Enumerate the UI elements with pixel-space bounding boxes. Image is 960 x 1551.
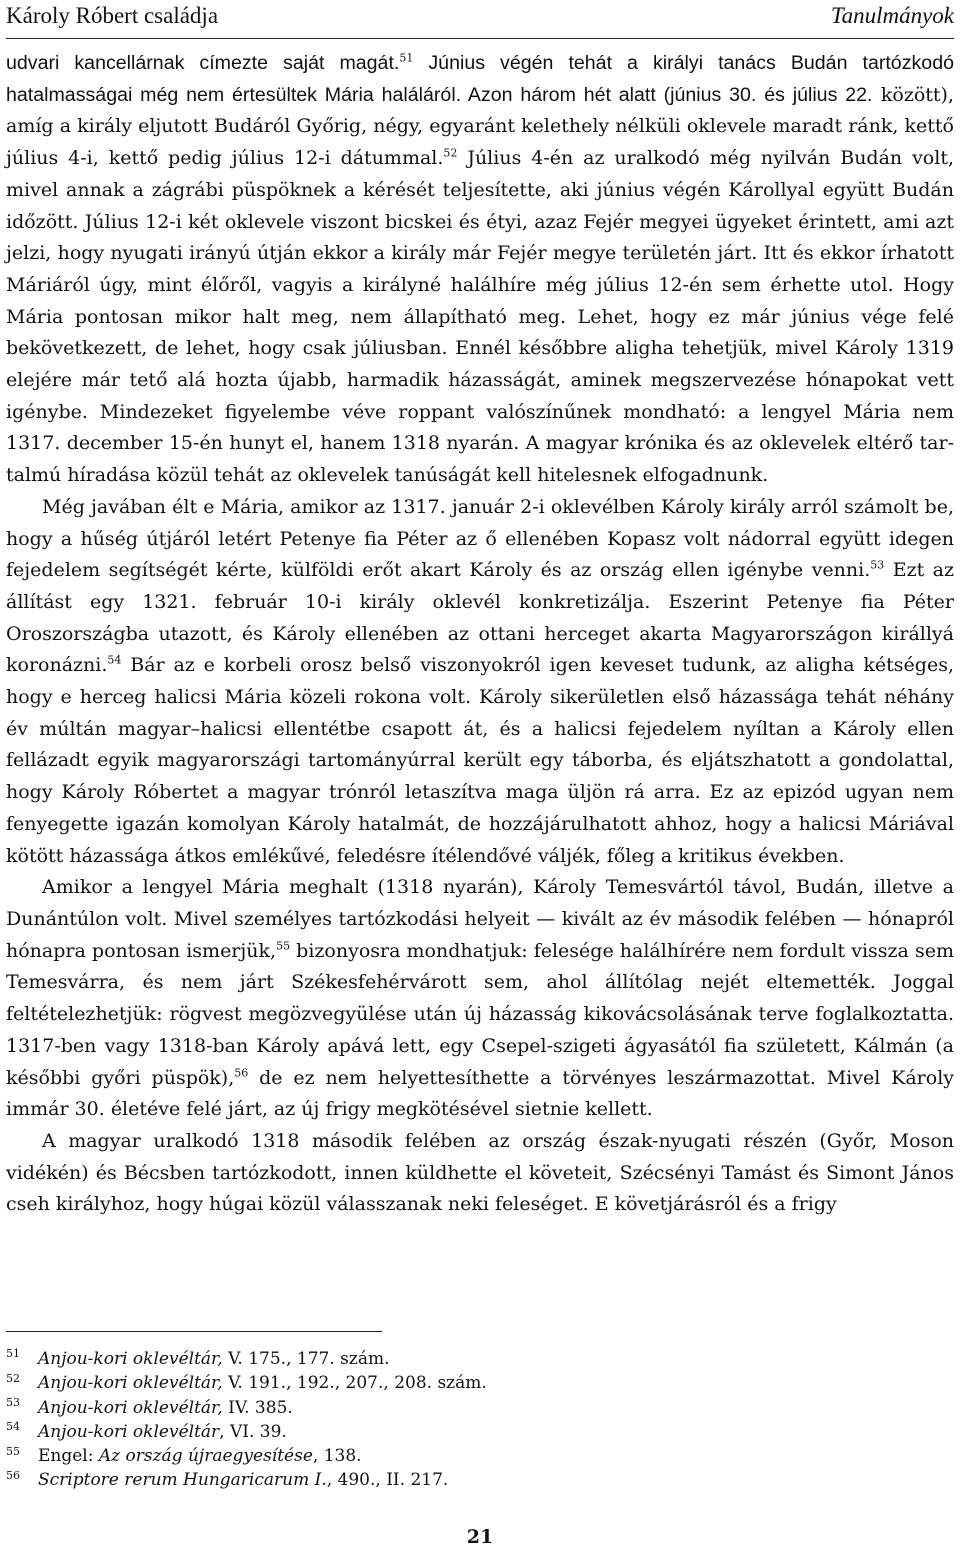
footnotes <box>6 1347 706 1493</box>
text-run: A magyar uralkodó 1318 második felében az ország észak-nyugati részén (Győr, Moson vidékén) és Bécsben tartózkodott, innen küldhette el követeit, Szécsényi Tamást és Simont János cseh királyhoz, hogy húgai közül válasszanak neki feleséget. E követjárásról és a frigy <box>6 1129 954 1216</box>
citation-text: , 138. <box>312 1446 362 1467</box>
footnote-ref[interactable]: 51 <box>399 51 414 65</box>
citation-title: Az ország újraegyesítése <box>98 1446 313 1467</box>
paragraph <box>6 48 954 492</box>
citation-title: Scriptore rerum Hungaricarum I. <box>38 1470 327 1491</box>
footnote-ref[interactable]: 56 <box>234 1066 249 1080</box>
text-run: Ezt az állítást egy 1321. február 10-i király oklevél konkretizálja. Eszerint Petenye fia Péter Oroszországba utazott, és Károly ellenében az ottani herceget akarta Magyarországon királlyá koronázni. <box>6 559 954 677</box>
citation-text: Engel: <box>38 1446 99 1467</box>
citation-text: IV. 385. <box>222 1397 293 1418</box>
citation-text: , 490., II. 217. <box>326 1470 449 1491</box>
footnote: 56 Scriptore rerum Hungaricarum I., 490., II. 217. <box>6 1468 449 1491</box>
text-run: Június végén tehát a királyi tanács Budán tartózkodó hatalmasságai még nem értesültek Mária haláláról. Azon három hét alatt (június 30. és július 22. <box>6 52 954 106</box>
footnote-ref[interactable]: 52 <box>443 146 458 160</box>
citation-title: Anjou-kori oklevéltár, <box>38 1349 223 1369</box>
header-title: Károly Róbert családja <box>6 3 219 28</box>
text-run: Július 4-én az uralkodó még nyilván Budán volt, mivel annak a zágrábi püspöknek a kérését teljesítette, aki június végén Károllyal együtt Budán időzött. Július 12-i két oklevele viszont bicskei és étyi, azaz Fejér megyei ügyeket érintett, ami azt jelzi, hogy nyugati irányú útján ekkor a király már Fejér megye területén járt. Itt és ekkor írhatott Máriáról úgy, mint élőről, vagyis a királyné halálhíre még július 12-én sem érhette utol. Hogy Mária pontosan mikor halt meg, nem állapítható meg. Lehet, hogy ez már június vége felé bekövetkezett, de lehet, hogy csak júliusban. Ennél későbbre aligha tehetjük, mivel Károly 1319 elejére már tető alá hozta újabb, harmadik házasságát, aminek megszervezése hónapokat vett igénybe. Mindezeket figyelembe véve roppant valószínűnek mondható: a lengyel Mária nem 1317. december 15-én hunyt el, hanem 1318 nyarán. A magyar krónika és az oklevelek eltérő tartalmú híradása közül tehát az oklevelek tanúságát kell hitelesnek elfogadnunk. <box>6 147 954 487</box>
paragraph <box>6 492 954 872</box>
footnote: 53 Anjou-kori oklevéltár, IV. 385. <box>6 1395 293 1418</box>
citation-text: V. 191., 192., 207., 208. szám. <box>222 1373 487 1394</box>
footnote: 54 Anjou-kori oklevéltár, VI. 39. <box>6 1420 287 1442</box>
footnote-ref[interactable]: 55 <box>276 939 291 953</box>
text-run: között), amíg a király eljutott Budáról Győrig, négy, egyaránt kelethely nélküli oklevele maradt ránk, kettő július 4-i, kettő pedig július 12-i dátummal. <box>6 83 954 170</box>
citation-title: Anjou-kori oklevéltár, <box>38 1373 223 1394</box>
running-header <box>6 0 954 39</box>
body-text <box>6 48 954 1221</box>
footnote: 51 Anjou-kori oklevéltár, V. 175., 177. szám. <box>6 1347 390 1369</box>
footnote: 55 Engel: Az ország újraegyesítése, 138. <box>6 1444 362 1467</box>
text-run: Még javában élt e Mária, amikor az 1317. január 2-i oklevélben Károly király arról számolt be, hogy a hűség útjáról letért Petenye fia Péter az ő ellenében Kopasz volt nádorral együtt idegen fejedelem segítségét kérte, külföldi erőt akart Károly és az ország ellen igénybe venni. <box>6 495 954 582</box>
text-run: bizonyosra mondhatjuk: felesége halálhírére nem fordult vissza sem Temesvárra, és nem járt Székesfehérvárott sem, ahol állítólag nejét eltemették. Joggal feltételezhetjük: rögvest megözvegyülése után új házasság kikovácsolásának terve foglalkoztatta. 1317-ben vagy 1318-ban Károly apává lett, egy Csepel-szigeti ágyasától fia született, Kálmán (a későbbi győri püspök), <box>6 939 954 1089</box>
paragraph <box>6 1126 954 1221</box>
footnote-divider <box>6 1331 382 1332</box>
text-run: Bár az e korbeli orosz belső viszonyokról igen keveset tudunk, az aligha kétséges, hogy e herceg halicsi Mária közeli rokona volt. Károly sikerületlen első házassága tehát néhány év múltán magyar–halicsi ellentétbe csapott át, és a halicsi fejedelem nyíltan a Károly ellen fellázadt egyik magyarországi tartományúrral került egy táborba, és eljátszhatott a gondolattal, hogy Károly Róbertet a magyar trónról letaszítva maga üljön rá arra. Ez az epizód ugyan nem fenyegette igazán komolyan Károly hatalmát, de hozzájárulhatott ahhoz, hogy a halicsi Máriával kötött házassága átkos emlékűvé, feledésre ítélendővé váljék, főleg a kritikus években. <box>6 654 954 867</box>
citation-title: Anjou-kori oklevéltár <box>38 1421 220 1442</box>
citation-title: Anjou-kori oklevéltár, <box>38 1397 223 1418</box>
citation-text: V. 175., 177. szám. <box>222 1349 390 1369</box>
footnote: 52 Anjou-kori oklevéltár, V. 191., 192., 207., 208. szám. <box>6 1371 487 1394</box>
footnote-ref[interactable]: 53 <box>870 558 885 572</box>
header-section: Tanulmányok <box>830 3 954 28</box>
text-run: Amikor a lengyel Mária meghalt (1318 nyarán), Károly Temesvártól távol, Budán, illetve a Dunántúlon volt. Mivel személyes tartózkodási helyeit — kivált az év második felében — hónapról hónapra pontosan ismerjük, <box>6 876 954 962</box>
citation-text: , VI. 39. <box>219 1421 287 1442</box>
paragraph <box>6 872 954 1126</box>
page-number: 21 <box>466 1526 494 1548</box>
text-run: de ez nem helyettesíthette a törvényes leszármazottat. Mivel Károly immár 30. életéve felé járt, az új frigy megkötésével sietnie kellett. <box>6 1066 955 1121</box>
text-run: udvari kancellárnak címezte saját magát. <box>6 52 400 74</box>
footnote-ref[interactable]: 54 <box>107 654 122 668</box>
